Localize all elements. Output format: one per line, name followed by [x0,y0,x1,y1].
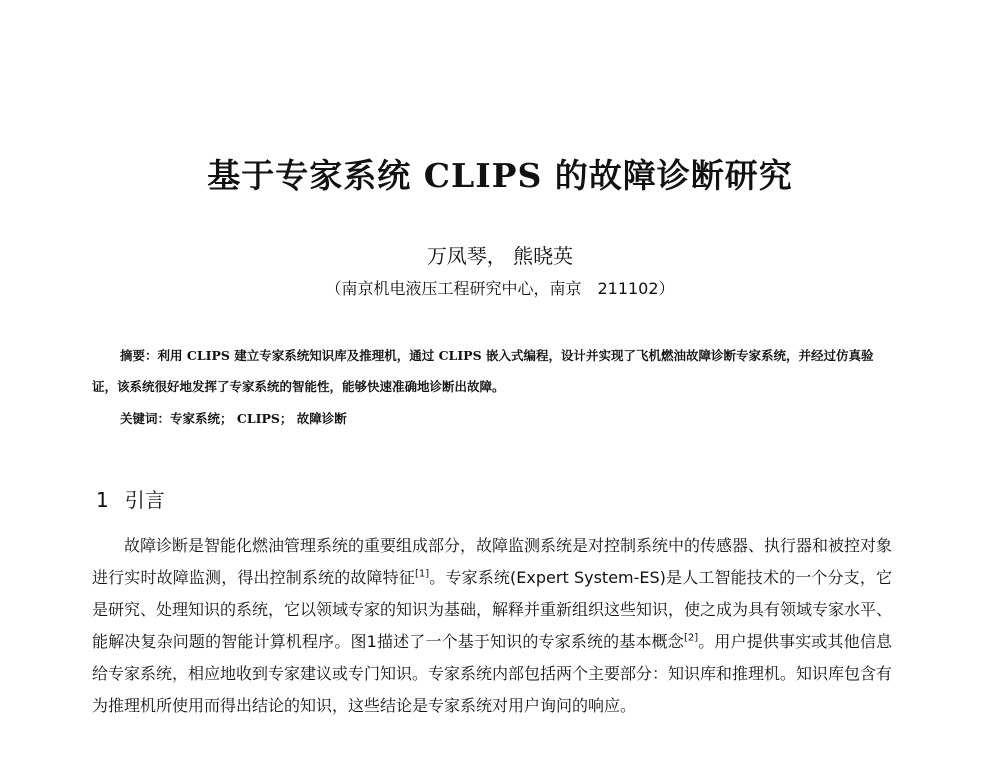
keywords-text: 专家系统； CLIPS； 故障诊断 [170,411,347,426]
body-text-part1: 故障诊断是智能化燃油管理系统的重要组成部分，故障监测系统是对控制系统中的传感器、执行器和被控对象进行实时故障监测，得出控制系统的故障特征 [92,536,893,587]
paper-authors: 万凤琴， 熊晓英 [426,244,574,268]
section-title: 引言 [124,488,165,512]
abstract-text: 利用 CLIPS 建立专家系统知识库及推理机，通过 CLIPS 嵌入式编程，设计并实现了飞机燃油故障诊断专家系统，并经过仿真验证，该系统很好地发挥了专家系统的智能性，能够快速准确地诊断出故障。 [92,348,874,394]
body-text [92,530,892,722]
citation-1[interactable]: [1] [414,568,430,580]
body-text-part2: 。专家系统(Expert System-ES)是人工智能技术的一个分支，它是研究、处理知识的系统，它以领域专家的知识为基础，解释并重新组织这些知识，使之成为具有领域专家水平、能解决复杂问题的智能计算机程序。图1描述了一个基于知识的专家系统的基本概念 [92,568,893,651]
keywords-label: 关键词： [120,411,171,426]
keywords [120,409,347,427]
section-heading [96,484,165,513]
body-text-part3: 。用户提供事实或其他信息给专家系统，相应地收到专家建议或专门知识。专家系统内部包括两个主要部分：知识库和推理机。知识库包含有为推理机所使用而得出结论的知识，这些结论是专家系统对用户询问的响应。 [92,632,893,715]
citation-2[interactable]: [2] [683,632,699,644]
section-number: 1 [96,488,109,512]
abstract [92,340,892,402]
abstract-label: 摘要： [120,348,158,363]
paper-title: 基于专家系统 CLIPS 的故障诊断研究 [207,156,793,195]
paper-affiliation: （南京机电液压工程研究中心，南京 211102） [325,279,675,298]
